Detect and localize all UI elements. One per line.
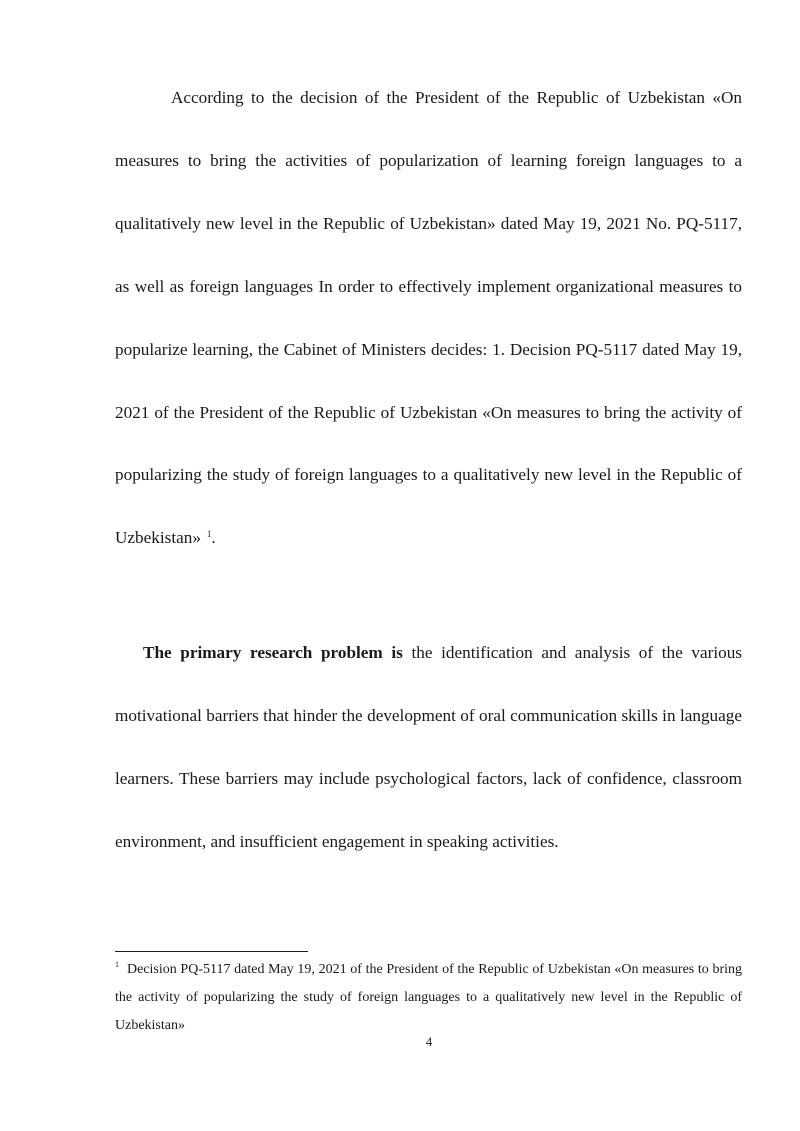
body-paragraph-research-problem (115, 622, 742, 874)
footnote-text: Decision PQ-5117 dated May 19, 2021 of the President of the Republic of Uzbekistan «On measures to bring the activity of popularizing the study of foreign languages to a qualitatively new level in the Republic of Uzbekistan» (115, 962, 742, 1033)
page-number: 4 (425, 1034, 433, 1049)
body-paragraph-decree (115, 67, 742, 570)
paragraph-text: According to the decision of the President of the Republic of Uzbekistan «On measures to bring the activities of popularization of learning foreign languages to a qualitatively new level in the Republic of Uzbekistan» dated May 19, 2021 No. PQ-5117, as well as foreign languages In order to effectively implement organizational measures to popularize learning, the Cabinet of Ministers decides: 1. Decision PQ-5117 dated May 19, 2021 of the President of the Republic of Uzbekistan «On measures to bring the activity of popularizing the study of foreign languages to a qualitatively new level in the Republic of Uzbekistan» (115, 88, 742, 548)
paragraph-end-punctuation: . (211, 528, 216, 548)
bold-lead-phrase: The primary research problem is (143, 643, 403, 662)
footnote-reference[interactable]: 1 (206, 528, 212, 539)
paragraph-text: the identification and analysis of the various motivational barriers that hinder the development of oral communication skills in language learners. These barriers may include psychological factors, lack of confidence, classroom environment, and insufficient engagement in speaking activities. (115, 643, 742, 851)
footnote (115, 956, 742, 1040)
footnote-marker: 1 (115, 960, 119, 970)
footnote-separator (115, 951, 308, 952)
